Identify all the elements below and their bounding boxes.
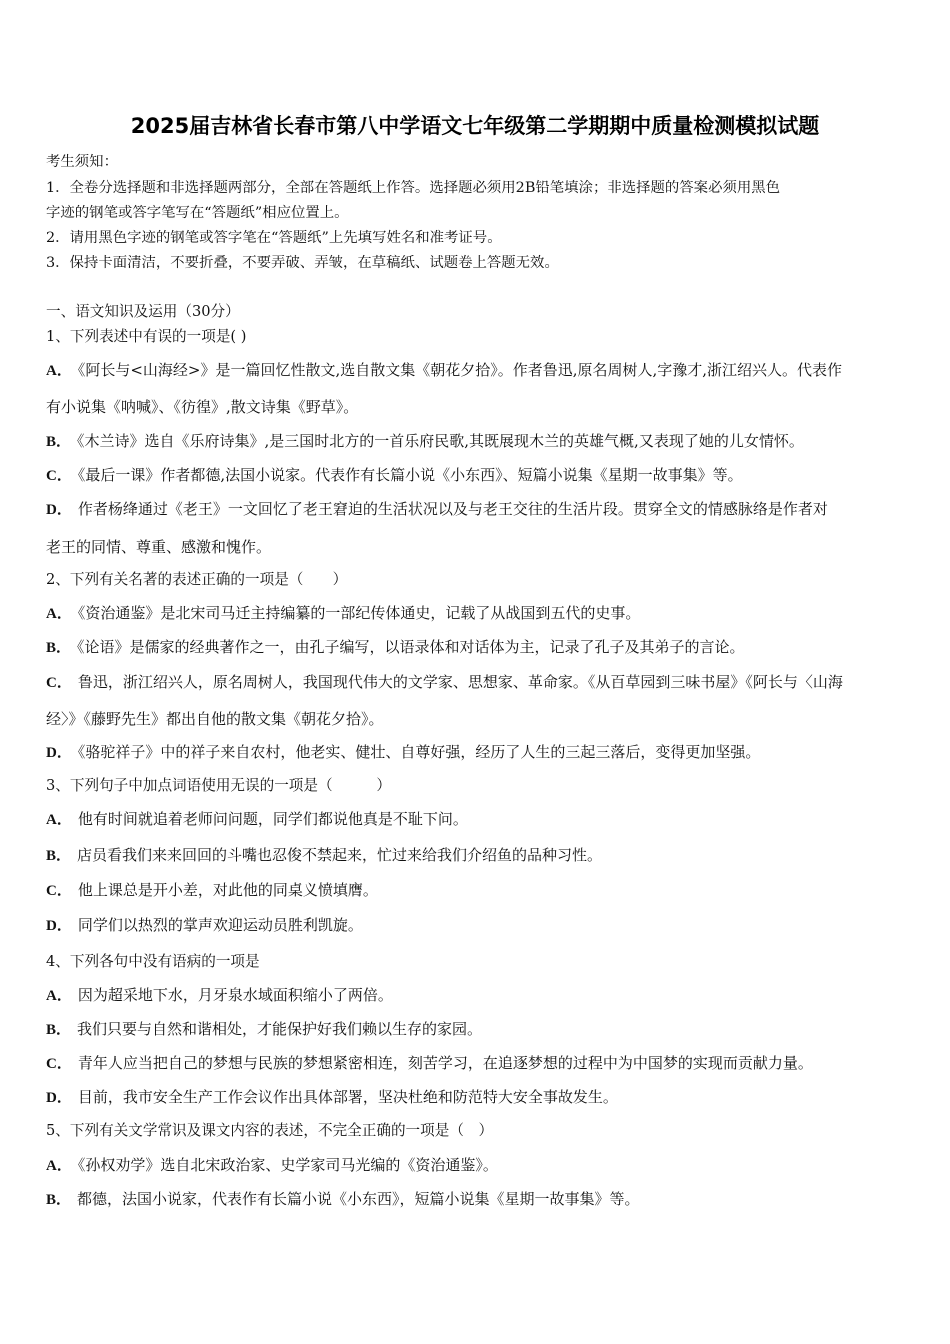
option-label: D． xyxy=(46,745,72,761)
notice-heading: 考生须知： xyxy=(46,154,118,170)
option-label: B． xyxy=(46,434,72,450)
option-d xyxy=(46,499,828,520)
option-d xyxy=(46,915,363,936)
option-label: B． xyxy=(46,640,72,656)
option-label: A． xyxy=(46,812,72,828)
option-c xyxy=(46,1053,813,1074)
option-label: D． xyxy=(46,1090,72,1106)
question-stem: 2、下列有关名著的表述正确的一项是（ ） xyxy=(46,571,348,588)
option-label: A． xyxy=(46,363,72,379)
option-text: 《论语》是儒家的经典著作之一，由孔子编写，以语录体和对话体为主，记录了孔子及其弟子的言论。 xyxy=(77,638,745,656)
option-a xyxy=(46,603,640,624)
option-label: B． xyxy=(46,848,72,864)
option-text: 青年人应当把自己的梦想与民族的梦想紧密相连，刻苦学习，在追逐梦想的过程中为中国梦的实现而贡献力量。 xyxy=(77,1054,813,1072)
option-c xyxy=(46,672,843,693)
option-b xyxy=(46,1189,640,1210)
option-text: 都德，法国小说家，代表作有长篇小说《小东西》，短篇小说集《星期一故事集》等。 xyxy=(77,1190,640,1208)
option-b xyxy=(46,1019,482,1040)
option-b xyxy=(46,845,602,866)
option-label: C． xyxy=(46,1056,72,1072)
option-label: C． xyxy=(46,883,72,899)
option-text: 《骆驼祥子》中的祥子来自农村，他老实、健壮、自尊好强，经历了人生的三起三落后，变得更加坚强。 xyxy=(77,743,761,761)
option-label: D． xyxy=(46,502,72,518)
option-text: 他上课总是开小差，对此他的同桌义愤填膺。 xyxy=(77,881,378,899)
option-text: 店员看我们来来回回的斗嘴也忍俊不禁起来，忙过来给我们介绍鱼的品种习性。 xyxy=(77,846,603,864)
option-label: C． xyxy=(46,675,72,691)
option-b xyxy=(46,431,804,452)
option-label: B． xyxy=(46,1192,72,1208)
option-text: 同学们以热烈的掌声欢迎运动员胜利凯旋。 xyxy=(77,916,363,934)
option-a xyxy=(46,1155,498,1176)
question-stem: 1、下列表述中有误的一项是( ) xyxy=(46,328,247,345)
question-stem: 3、下列句子中加点词语使用无误的一项是（ ） xyxy=(46,777,391,794)
notice-item: 1．全卷分选择题和非选择题两部分，全部在答题纸上作答。选择题必须用2B铅笔填涂；非选择题的答案必须用黑色 xyxy=(46,180,781,196)
option-label: B． xyxy=(46,1022,72,1038)
option-text: 《最后一课》作者都德,法国小说家。代表作有长篇小说《小东西》、短篇小说集《星期一故事集》等。 xyxy=(77,466,743,484)
notice-item: 字迹的钢笔或答字笔写在“答题纸”相应位置上。 xyxy=(46,205,349,221)
option-a xyxy=(46,985,393,1006)
option-d-continued: 老王的同情、尊重、感激和愧作。 xyxy=(46,538,272,556)
option-d xyxy=(46,1087,618,1108)
document-title: 2025届吉林省长春市第八中学语文七年级第二学期期中质量检测模拟试题 xyxy=(130,114,820,138)
option-c-continued: 经〉》《藤野先生》都出自他的散文集《朝花夕拾》。 xyxy=(46,710,384,728)
option-label: A． xyxy=(46,1158,72,1174)
notice-item: 2．请用黑色字迹的钢笔或答字笔在“答题纸”上先填写姓名和准考证号。 xyxy=(46,230,502,246)
option-text: 作者杨绛通过《老王》一文回忆了老王窘迫的生活状况以及与老王交往的生活片段。贯穿全文的情感脉络是作者对 xyxy=(77,500,828,518)
option-text: 鲁迅，浙江绍兴人，原名周树人，我国现代伟大的文学家、思想家、革命家。《从百草园到三味书屋》《阿长与〈山海 xyxy=(77,673,843,691)
option-a xyxy=(46,809,468,830)
option-b xyxy=(46,637,745,658)
question-stem: 4、下列各句中没有语病的一项是 xyxy=(46,953,260,970)
section-heading: 一、语文知识及运用（30分） xyxy=(46,303,240,320)
option-text: 他有时间就追着老师问问题，同学们都说他真是不耻下问。 xyxy=(77,810,468,828)
option-c xyxy=(46,465,743,486)
option-a-continued: 有小说集《呐喊》、《彷徨》,散文诗集《野草》。 xyxy=(46,398,359,416)
option-label: D． xyxy=(46,918,72,934)
option-a xyxy=(46,360,842,381)
option-text: 《孙权劝学》选自北宋政治家、史学家司马光编的《资治通鉴》。 xyxy=(77,1156,498,1174)
option-text: 《阿长与<山海经>》是一篇回忆性散文,选自散文集《朝花夕拾》。作者鲁迅,原名周树人,字豫才,浙江绍兴人。代表作 xyxy=(77,361,843,379)
option-label: A． xyxy=(46,606,72,622)
notice-item: 3．保持卡面清洁，不要折叠，不要弄破、弄皱，在草稿纸、试题卷上答题无效。 xyxy=(46,255,559,271)
option-label: C． xyxy=(46,468,72,484)
option-text: 《资治通鉴》是北宋司马迁主持编纂的一部纪传体通史，记载了从战国到五代的史事。 xyxy=(77,604,641,622)
option-text: 《木兰诗》选自《乐府诗集》,是三国时北方的一首乐府民歌,其既展现木兰的英雄气概,又表现了她的儿女情怀。 xyxy=(77,432,804,450)
option-text: 因为超采地下水，月牙泉水域面积缩小了两倍。 xyxy=(77,986,393,1004)
option-label: A． xyxy=(46,988,72,1004)
option-text: 我们只要与自然和谐相处，才能保护好我们赖以生存的家园。 xyxy=(77,1020,483,1038)
option-d xyxy=(46,742,760,763)
question-stem: 5、下列有关文学常识及课文内容的表述，不完全正确的一项是（ ） xyxy=(46,1122,494,1139)
option-text: 目前，我市安全生产工作会议作出具体部署，坚决杜绝和防范特大安全事故发生。 xyxy=(77,1088,618,1106)
option-c xyxy=(46,880,378,901)
